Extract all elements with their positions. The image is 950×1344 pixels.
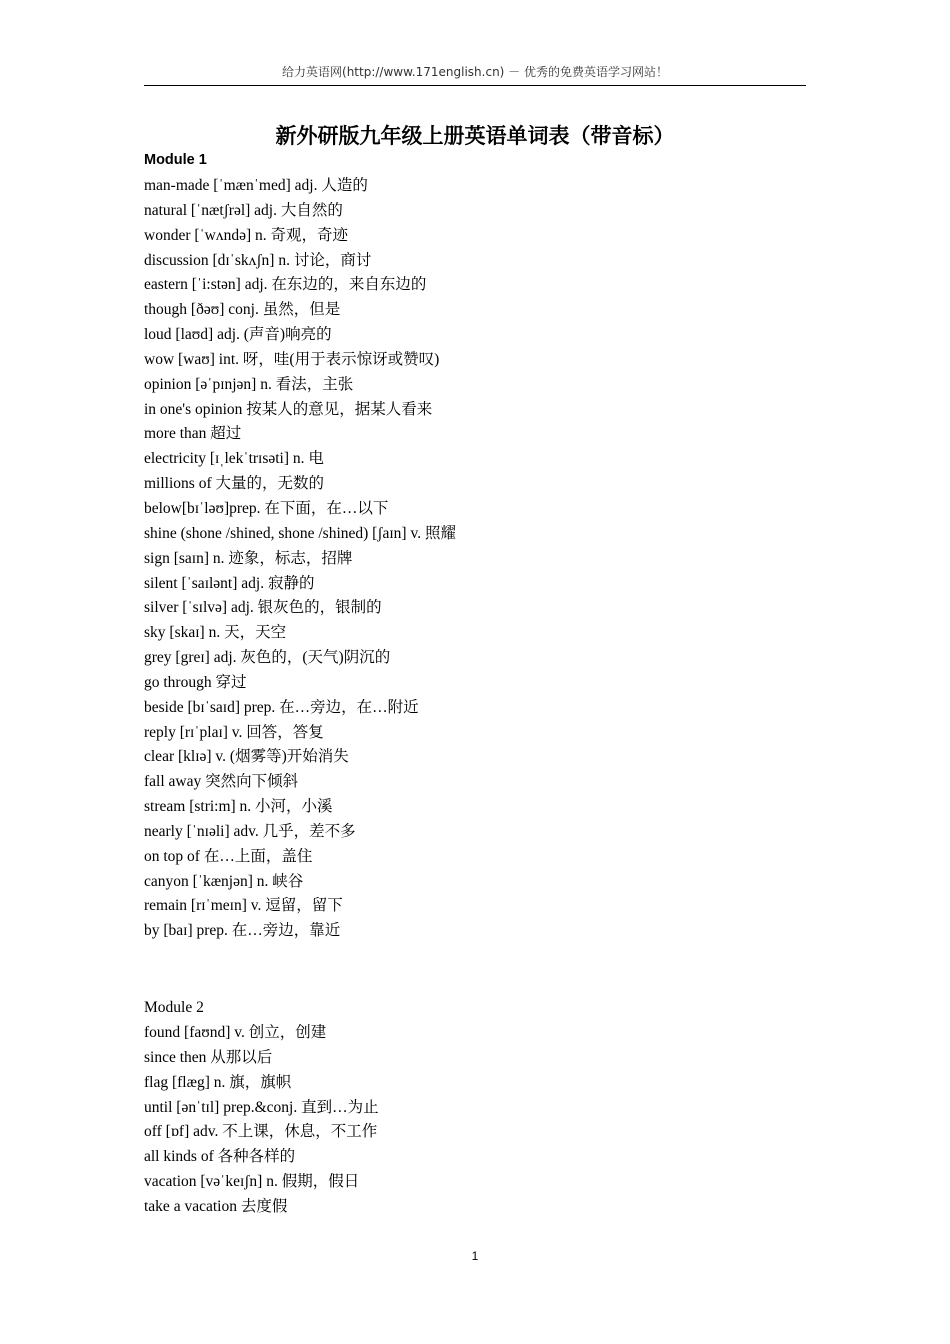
page-number: 1: [471, 1249, 479, 1263]
vocab-entry: stream [stri:m] n. 小河，小溪: [144, 798, 333, 816]
vocab-entry: shine (shone /shined, shone /shined) [ʃaɪn] v. 照耀: [144, 524, 456, 542]
vocab-entry: nearly [ˈnɪəli] adv. 几乎，差不多: [144, 822, 356, 840]
vocab-entry: sky [skaɪ] n. 天，天空: [144, 624, 287, 642]
vocab-entry: grey [greɪ] adj. 灰色的，(天气)阴沉的: [144, 649, 391, 667]
vocab-entry: go through 穿过: [144, 673, 247, 691]
vocab-entry: loud [laʊd] adj. (声音)响亮的: [144, 326, 332, 344]
vocab-entry: take a vacation 去度假: [144, 1197, 288, 1215]
vocab-entry: electricity [ɪˌlekˈtrɪsəti] n. 电: [144, 450, 324, 468]
page-header: 给力英语网(http://www.171english.cn) － 优秀的免费英语学习网站！: [282, 65, 668, 79]
vocab-entry: reply [rɪˈplaɪ] v. 回答，答复: [144, 723, 324, 741]
vocab-entry: beside [bɪˈsaɪd] prep. 在…旁边，在…附近: [144, 698, 419, 716]
vocab-entry: man-made [ˈmænˈmed] adj. 人造的: [144, 177, 368, 194]
vocab-entry: remain [rɪˈmeɪn] v. 逗留，留下: [144, 897, 343, 915]
document-title: 新外研版九年级上册英语单词表（带音标）: [275, 124, 675, 148]
vocab-entry: wow [waʊ] int. 呀，哇(用于表示惊讶或赞叹): [144, 350, 440, 368]
vocab-entry: clear [klɪə] v. (烟雾等)开始消失: [144, 748, 349, 766]
vocab-entry: below[bɪˈləʊ]prep. 在下面，在…以下: [144, 499, 389, 517]
vocab-entry: more than 超过: [144, 425, 242, 443]
vocab-entry: by [baɪ] prep. 在…旁边，靠近: [144, 922, 341, 940]
vocab-entry: since then 从那以后: [144, 1048, 273, 1066]
header-divider: [144, 85, 806, 86]
vocab-entry: found [faʊnd] v. 创立，创建: [144, 1024, 327, 1041]
module-2-heading: Module 2: [144, 999, 204, 1016]
vocab-entry: eastern [ˈi:stən] adj. 在东边的，来自东边的: [144, 276, 427, 294]
vocab-entry: all kinds of 各种各样的: [144, 1148, 296, 1166]
vocab-entry: vacation [vəˈkeɪʃn] n. 假期，假日: [144, 1173, 360, 1191]
module-2-word-list: [144, 1021, 379, 1220]
vocab-entry: natural [ˈnætʃrəl] adj. 大自然的: [144, 201, 343, 219]
vocab-entry: sign [saɪn] n. 迹象，标志，招牌: [144, 549, 353, 567]
vocab-entry: silver [ˈsɪlvə] adj. 银灰色的，银制的: [144, 599, 382, 617]
vocab-entry: flag [flæg] n. 旗，旗帜: [144, 1073, 292, 1091]
vocab-entry: opinion [əˈpɪnjən] n. 看法，主张: [144, 375, 354, 393]
vocab-entry: off [ɒf] adv. 不上课，休息，不工作: [144, 1123, 378, 1141]
vocab-entry: discussion [dɪˈskʌʃn] n. 讨论，商讨: [144, 251, 372, 269]
module-1-heading: Module 1: [144, 152, 207, 168]
vocab-entry: in one's opinion 按某人的意见，据某人看来: [144, 400, 433, 418]
vocab-entry: on top of 在…上面，盖住: [144, 847, 313, 865]
vocab-entry: silent [ˈsaɪlənt] adj. 寂静的: [144, 574, 315, 592]
vocab-entry: canyon [ˈkænjən] n. 峡谷: [144, 872, 304, 890]
vocab-entry: wonder [ˈwʌndə] n. 奇观，奇迹: [144, 226, 349, 244]
module-1-word-list: [144, 174, 456, 944]
vocab-entry: millions of 大量的，无数的: [144, 475, 324, 493]
vocab-entry: though [ðəʊ] conj. 虽然，但是: [144, 301, 341, 319]
vocab-entry: until [ənˈtɪl] prep.&conj. 直到…为止: [144, 1098, 379, 1116]
vocab-entry: fall away 突然向下倾斜: [144, 773, 299, 791]
